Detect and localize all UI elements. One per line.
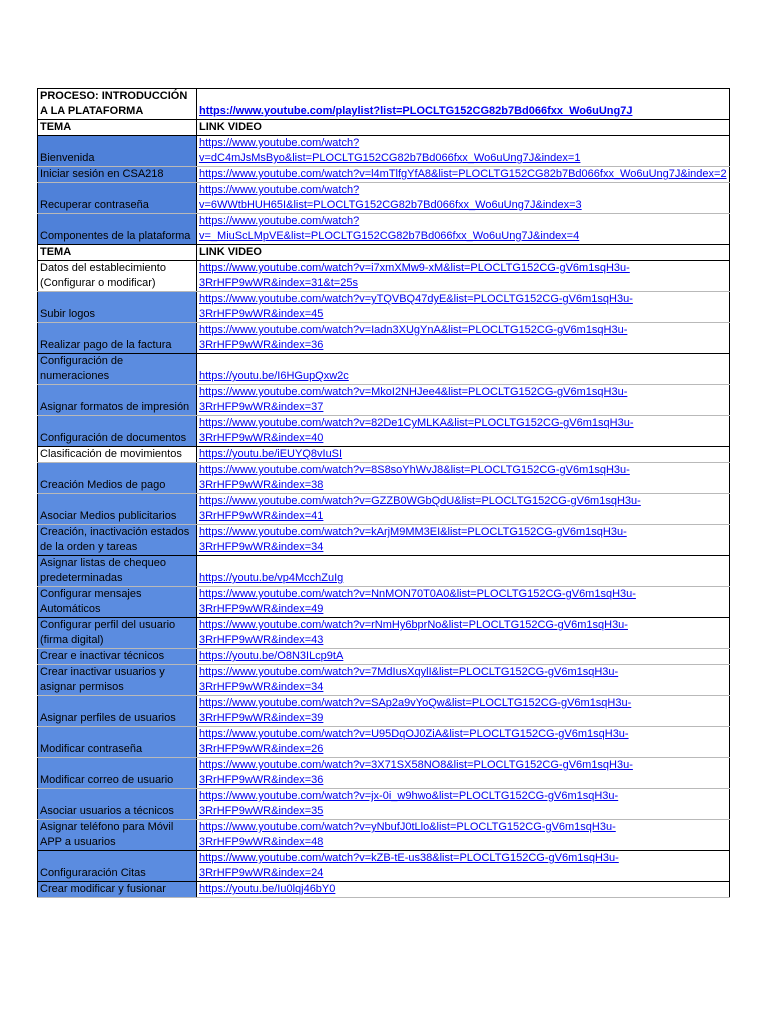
tema-cell: Componentes de la plataforma xyxy=(38,214,197,245)
link-cell xyxy=(197,494,730,525)
tema-cell: Crear e inactivar técnicos xyxy=(38,649,197,665)
tema-cell: Configurar mensajes Automáticos xyxy=(38,587,197,618)
table-row xyxy=(38,292,730,323)
table-row xyxy=(38,261,730,292)
tema-cell: Realizar pago de la factura xyxy=(38,323,197,354)
table-row xyxy=(38,136,730,167)
tema-header: TEMA xyxy=(38,120,197,136)
tema-cell: Asignar teléfono para Móvil APP a usuarios xyxy=(38,820,197,851)
link-cell xyxy=(197,385,730,416)
link-cell xyxy=(197,618,730,649)
process-row xyxy=(38,89,730,120)
table-row xyxy=(38,214,730,245)
video-link[interactable]: https://www.youtube.com/watch?v=_MiuScLMpVE&list=PLOCLTG152CG82b7Bd066fxx_Wo6uUng7J&index=4 xyxy=(199,215,580,242)
link-cell xyxy=(197,758,730,789)
table-row xyxy=(38,665,730,696)
video-link[interactable]: https://www.youtube.com/watch?v=3X71SX58NO8&list=PLOCLTG152CG-gV6m1sqH3u-3RrHFP9wWR&index=36 xyxy=(199,759,633,786)
video-link[interactable]: https://www.youtube.com/watch?v=dC4mJsMsByo&list=PLOCLTG152CG82b7Bd066fxx_Wo6uUng7J&index=1 xyxy=(199,137,581,164)
video-link[interactable]: https://youtu.be/Iu0lqj46bY0 xyxy=(199,883,336,895)
link-cell xyxy=(197,447,730,463)
tema-cell: Configurar perfil del usuario (firma digital) xyxy=(38,618,197,649)
video-link[interactable]: https://www.youtube.com/watch?v=jx-0i_w9hwo&list=PLOCLTG152CG-gV6m1sqH3u-3RrHFP9wWR&index=35 xyxy=(199,790,619,817)
link-cell xyxy=(197,354,730,385)
tema-cell: Configuración de documentos xyxy=(38,416,197,447)
link-cell xyxy=(197,696,730,727)
tema-cell: Bienvenida xyxy=(38,136,197,167)
video-link[interactable]: https://www.youtube.com/watch?v=U95DqOJ0ZiA&list=PLOCLTG152CG-gV6m1sqH3u-3RrHFP9wWR&index=26 xyxy=(199,728,629,755)
link-cell xyxy=(197,727,730,758)
tema-cell: Asociar Medios publicitarios xyxy=(38,494,197,525)
video-link[interactable]: https://www.youtube.com/watch?v=yTQVBQ47dyE&list=PLOCLTG152CG-gV6m1sqH3u-3RrHFP9wWR&index=45 xyxy=(199,293,633,320)
video-link[interactable]: https://www.youtube.com/watch?v=82De1CyMLKA&list=PLOCLTG152CG-gV6m1sqH3u-3RrHFP9wWR&index=40 xyxy=(199,417,634,444)
table-row xyxy=(38,696,730,727)
table-row xyxy=(38,447,730,463)
tema-cell: Datos del establecimiento (Configurar o modificar) xyxy=(38,261,197,292)
link-cell xyxy=(197,136,730,167)
table-row xyxy=(38,183,730,214)
link-cell xyxy=(197,851,730,882)
link-cell xyxy=(197,882,730,898)
link-cell xyxy=(197,463,730,494)
table-row xyxy=(38,649,730,665)
table-row xyxy=(38,727,730,758)
link-header: LINK VIDEO xyxy=(197,245,730,261)
link-cell xyxy=(197,292,730,323)
table-row xyxy=(38,323,730,354)
tema-cell: Clasificación de movimientos xyxy=(38,447,197,463)
video-link[interactable]: https://youtu.be/vp4McchZuIg xyxy=(199,572,344,584)
video-link[interactable]: https://www.youtube.com/watch?v=yNbufJ0tLlo&list=PLOCLTG152CG-gV6m1sqH3u-3RrHFP9wWR&index=48 xyxy=(199,821,616,848)
tema-cell: Asignar formatos de impresión xyxy=(38,385,197,416)
process-link-cell xyxy=(197,89,730,120)
tema-cell: Crear modificar y fusionar xyxy=(38,882,197,898)
table-row xyxy=(38,494,730,525)
table-row xyxy=(38,556,730,587)
table-row xyxy=(38,416,730,447)
tema-header: TEMA xyxy=(38,245,197,261)
link-cell xyxy=(197,416,730,447)
link-cell xyxy=(197,587,730,618)
video-link[interactable]: https://www.youtube.com/watch?v=8S8soYhWvJ8&list=PLOCLTG152CG-gV6m1sqH3u-3RrHFP9wWR&index=38 xyxy=(199,464,630,491)
table-row xyxy=(38,385,730,416)
link-cell xyxy=(197,167,730,183)
tema-cell: Iniciar sesión en CSA218 xyxy=(38,167,197,183)
video-link[interactable]: https://www.youtube.com/watch?v=GZZB0WGbQdU&list=PLOCLTG152CG-gV6m1sqH3u-3RrHFP9wWR&index=41 xyxy=(199,495,641,522)
tema-cell: Modificar correo de usuario xyxy=(38,758,197,789)
link-cell xyxy=(197,323,730,354)
video-link[interactable]: https://www.youtube.com/watch?v=i7xmXMw9-xM&list=PLOCLTG152CG-gV6m1sqH3u-3RrHFP9wWR&index=31&t=25s xyxy=(199,262,630,289)
tema-cell: Subir logos xyxy=(38,292,197,323)
link-cell xyxy=(197,183,730,214)
table-row xyxy=(38,587,730,618)
tema-cell: Asignar perfiles de usuarios xyxy=(38,696,197,727)
video-link[interactable]: https://youtu.be/iEUYQ8vIuSI xyxy=(199,448,343,460)
header-row-1 xyxy=(38,120,730,136)
tema-cell: Creación Medios de pago xyxy=(38,463,197,494)
video-link[interactable]: https://www.youtube.com/watch?v=SAp2a9vYoQw&list=PLOCLTG152CG-gV6m1sqH3u-3RrHFP9wWR&index=39 xyxy=(199,697,632,724)
table-row xyxy=(38,789,730,820)
video-link[interactable]: https://www.youtube.com/watch?v=7MdIusXqylI&list=PLOCLTG152CG-gV6m1sqH3u-3RrHFP9wWR&index=34 xyxy=(199,666,619,693)
video-link[interactable]: https://www.youtube.com/watch?v=Iadn3XUgYnA&list=PLOCLTG152CG-gV6m1sqH3u-3RrHFP9wWR&index=36 xyxy=(199,324,628,351)
table-row xyxy=(38,463,730,494)
video-link[interactable]: https://www.youtube.com/watch?v=kArjM9MM3EI&list=PLOCLTG152CG-gV6m1sqH3u-3RrHFP9wWR&index=34 xyxy=(199,526,627,553)
link-cell xyxy=(197,789,730,820)
table-row xyxy=(38,882,730,898)
video-link[interactable]: https://www.youtube.com/watch?v=NnMON70T0A0&list=PLOCLTG152CG-gV6m1sqH3u-3RrHFP9wWR&index=49 xyxy=(199,588,636,615)
process-title: PROCESO: INTRODUCCIÓN A LA PLATAFORMA xyxy=(38,89,197,120)
table-row xyxy=(38,618,730,649)
table-row xyxy=(38,525,730,556)
header-row-2 xyxy=(38,245,730,261)
video-link[interactable]: https://youtu.be/I6HGupQxw2c xyxy=(199,370,349,382)
tema-cell: Creación, inactivación estados de la orden y tareas xyxy=(38,525,197,556)
link-cell xyxy=(197,556,730,587)
link-cell xyxy=(197,261,730,292)
table-row xyxy=(38,851,730,882)
link-cell xyxy=(197,820,730,851)
tema-cell: Recuperar contraseña xyxy=(38,183,197,214)
video-link[interactable]: https://www.youtube.com/watch?v=MkoI2NHJee4&list=PLOCLTG152CG-gV6m1sqH3u-3RrHFP9wWR&index=37 xyxy=(199,386,628,413)
video-link[interactable]: https://www.youtube.com/watch?v=kZB-tE-us38&list=PLOCLTG152CG-gV6m1sqH3u-3RrHFP9wWR&index=24 xyxy=(199,852,619,879)
table-row xyxy=(38,758,730,789)
video-link[interactable]: https://www.youtube.com/watch?v=l4mTlfgYfA8&list=PLOCLTG152CG82b7Bd066fxx_Wo6uUng7J&index=2 xyxy=(199,168,727,180)
tema-cell: Configuraración Citas xyxy=(38,851,197,882)
video-link[interactable]: https://www.youtube.com/watch?v=6WWtbHUH65I&list=PLOCLTG152CG82b7Bd066fxx_Wo6uUng7J&index=3 xyxy=(199,184,582,211)
video-link[interactable]: https://youtu.be/O8N3ILcp9tA xyxy=(199,650,344,662)
table-row xyxy=(38,354,730,385)
table-row xyxy=(38,820,730,851)
tema-cell: Asignar listas de chequeo predeterminadas xyxy=(38,556,197,587)
video-link[interactable]: https://www.youtube.com/watch?v=rNmHy6bprNo&list=PLOCLTG152CG-gV6m1sqH3u-3RrHFP9wWR&index=43 xyxy=(199,619,628,646)
process-playlist-link[interactable]: https://www.youtube.com/playlist?list=PLOCLTG152CG82b7Bd066fxx_Wo6uUng7J xyxy=(199,105,633,117)
tema-cell: Asociar usuarios a técnicos xyxy=(38,789,197,820)
link-cell xyxy=(197,525,730,556)
tema-cell: Modificar contraseña xyxy=(38,727,197,758)
link-cell xyxy=(197,214,730,245)
link-cell xyxy=(197,665,730,696)
link-header: LINK VIDEO xyxy=(197,120,730,136)
table-row xyxy=(38,167,730,183)
link-cell xyxy=(197,649,730,665)
tema-cell: Configuración de numeraciones xyxy=(38,354,197,385)
tema-cell: Crear inactivar usuarios y asignar permisos xyxy=(38,665,197,696)
video-links-table xyxy=(37,88,730,898)
